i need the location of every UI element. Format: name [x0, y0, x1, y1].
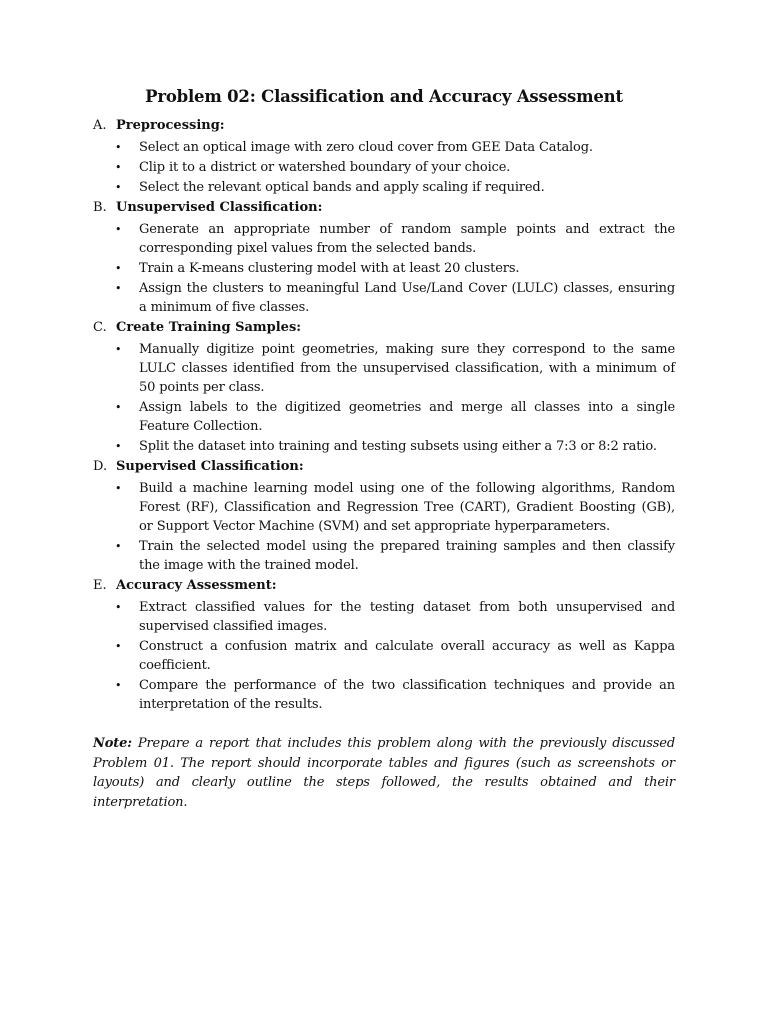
- list-item-text: Generate an appropriate number of random sample points and extract the corresponding pixel values from the selected bands.: [139, 222, 675, 256]
- note-label: Note:: [93, 736, 132, 751]
- section-d: [93, 457, 675, 575]
- section-letter: C.: [93, 320, 107, 335]
- bullet-icon: •: [115, 601, 122, 614]
- bullet-icon: •: [115, 223, 122, 236]
- section-letter: D.: [93, 459, 108, 474]
- bullet-icon: •: [115, 161, 122, 174]
- list-item: [93, 398, 675, 436]
- section-heading: [93, 198, 675, 218]
- bullet-icon: •: [115, 401, 122, 414]
- list-item: [93, 479, 675, 536]
- note-text: Prepare a report that includes this problem along with the previously discussed Problem 01. The report should incorporate tables and figures (such as screenshots or layouts) and clearly outline the steps followed, the results obtained and their interpretation.: [93, 736, 676, 810]
- list-item-text: Split the dataset into training and testing subsets using either a 7:3 or 8:2 ratio.: [139, 439, 657, 454]
- list-item: [93, 220, 675, 258]
- section-title: Unsupervised Classification:: [116, 200, 323, 215]
- list-item: [93, 178, 675, 197]
- section-title: Supervised Classification:: [116, 459, 304, 474]
- list-item-text: Select an optical image with zero cloud cover from GEE Data Catalog.: [139, 140, 593, 155]
- section-heading: [93, 576, 675, 596]
- page-title: Problem 02: Classification and Accuracy Assessment: [145, 87, 623, 106]
- section-letter: E.: [93, 578, 107, 593]
- document-page: [93, 86, 675, 825]
- note-paragraph: [93, 734, 675, 812]
- bullet-icon: •: [115, 440, 122, 453]
- list-item-text: Select the relevant optical bands and apply scaling if required.: [139, 180, 545, 195]
- list-item-text: Train the selected model using the prepared training samples and then classify the image with the trained model.: [139, 539, 675, 573]
- section-heading: [93, 116, 675, 136]
- bullet-list: [93, 220, 675, 317]
- list-item: [93, 340, 675, 397]
- list-item: [93, 138, 675, 157]
- section-letter: B.: [93, 200, 107, 215]
- bullet-list: [93, 340, 675, 456]
- list-item-text: Train a K-means clustering model with at least 20 clusters.: [139, 261, 520, 276]
- bullet-list: [93, 138, 675, 197]
- bullet-icon: •: [115, 482, 122, 495]
- section-letter: A.: [93, 118, 107, 133]
- list-item: [93, 279, 675, 317]
- bullet-icon: •: [115, 679, 122, 692]
- list-item: [93, 598, 675, 636]
- bullet-icon: •: [115, 262, 122, 275]
- bullet-icon: •: [115, 640, 122, 653]
- section-title: Accuracy Assessment:: [116, 578, 277, 593]
- bullet-icon: •: [115, 343, 122, 356]
- list-item-text: Extract classified values for the testing dataset from both unsupervised and supervised classified images.: [139, 600, 675, 634]
- list-item: [93, 676, 675, 714]
- section-c: [93, 318, 675, 456]
- bullet-icon: •: [115, 181, 122, 194]
- bullet-list: [93, 479, 675, 575]
- section-heading: [93, 318, 675, 338]
- list-item-text: Clip it to a district or watershed boundary of your choice.: [139, 160, 511, 175]
- bullet-list: [93, 598, 675, 714]
- section-heading: [93, 457, 675, 477]
- list-item-text: Assign the clusters to meaningful Land Use/Land Cover (LULC) classes, ensuring a minimum of five classes.: [139, 281, 675, 315]
- list-item: [93, 537, 675, 575]
- bullet-icon: •: [115, 282, 122, 295]
- bullet-icon: •: [115, 540, 122, 553]
- list-item-text: Construct a confusion matrix and calculate overall accuracy as well as Kappa coefficient.: [139, 639, 675, 673]
- list-item-text: Compare the performance of the two classification techniques and provide an interpretation of the results.: [139, 678, 675, 712]
- list-item: [93, 158, 675, 177]
- list-item: [93, 637, 675, 675]
- section-title: Preprocessing:: [116, 118, 225, 133]
- list-item-text: Assign labels to the digitized geometries and merge all classes into a single Feature Collection.: [139, 400, 675, 434]
- list-item: [93, 437, 675, 456]
- section-b: [93, 198, 675, 317]
- section-title: Create Training Samples:: [116, 320, 302, 335]
- section-e: [93, 576, 675, 714]
- section-list: [93, 116, 675, 714]
- bullet-icon: •: [115, 141, 122, 154]
- list-item-text: Build a machine learning model using one of the following algorithms, Random Forest (RF), Classification and Regression Tree (CART), Gradient Boosting (GB), or Support Vector Machine (SVM) and set appropriate hyperparameters.: [139, 481, 675, 534]
- list-item: [93, 259, 675, 278]
- section-a: [93, 116, 675, 197]
- list-item-text: Manually digitize point geometries, making sure they correspond to the same LULC classes identified from the unsupervised classification, with a minimum of 50 points per class.: [139, 342, 675, 395]
